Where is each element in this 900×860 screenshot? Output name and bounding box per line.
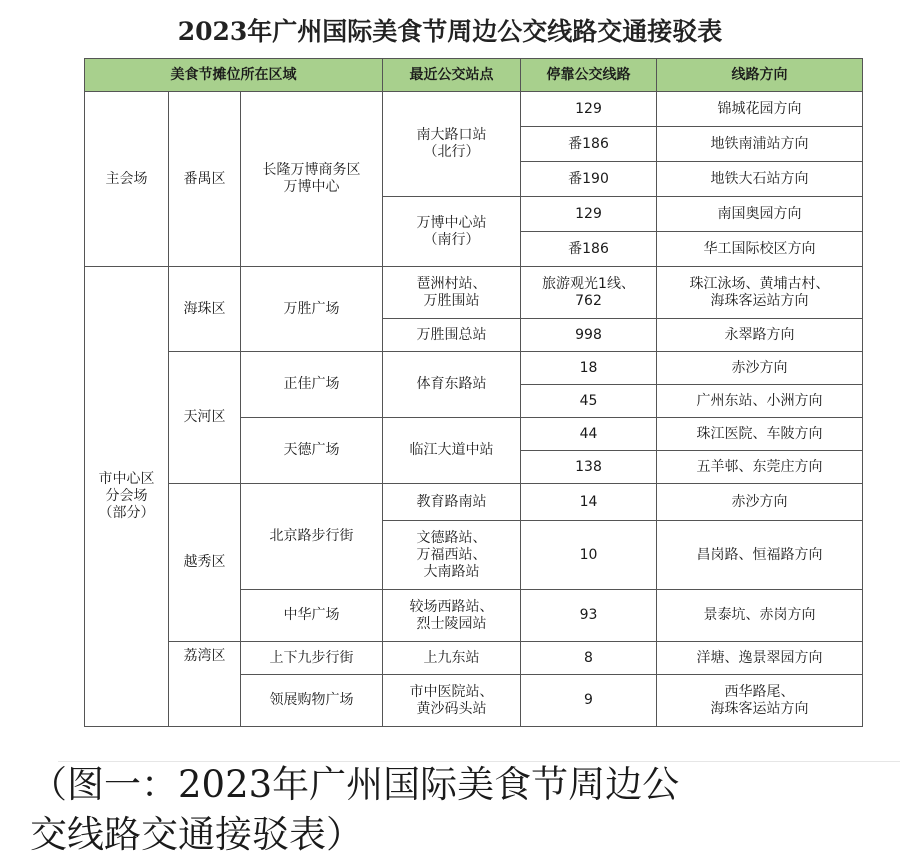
- direction-cell: 地铁南浦站方向: [657, 127, 863, 162]
- stop-cell: 体育东路站: [383, 352, 521, 418]
- direction-cell: 永翠路方向: [657, 319, 863, 352]
- header-direction: 线路方向: [657, 59, 863, 92]
- table-row: [85, 642, 863, 675]
- route-cell: 45: [521, 385, 657, 418]
- route-cell: 番186: [521, 232, 657, 267]
- direction-cell: 广州东站、小洲方向: [657, 385, 863, 418]
- route-cell: 138: [521, 451, 657, 484]
- district-cell: 番禺区: [169, 92, 241, 267]
- stop-cell: 万博中心站 （南行）: [383, 197, 521, 267]
- route-cell: 18: [521, 352, 657, 385]
- direction-cell: 景泰坑、赤岗方向: [657, 590, 863, 642]
- direction-cell: 锦城花园方向: [657, 92, 863, 127]
- direction-cell: 西华路尾、 海珠客运站方向: [657, 675, 863, 727]
- direction-cell: 地铁大石站方向: [657, 162, 863, 197]
- header-stop: 最近公交站点: [383, 59, 521, 92]
- location-cell: 万胜广场: [241, 267, 383, 352]
- route-cell: 番190: [521, 162, 657, 197]
- direction-cell: 南国奥园方向: [657, 197, 863, 232]
- header-area: 美食节摊位所在区域: [85, 59, 383, 92]
- direction-cell: 华工国际校区方向: [657, 232, 863, 267]
- direction-cell: 珠江医院、车陂方向: [657, 418, 863, 451]
- district-cell: 越秀区: [169, 484, 241, 642]
- direction-cell: 珠江泳场、黄埔古村、 海珠客运站方向: [657, 267, 863, 319]
- stop-cell: 教育路南站: [383, 484, 521, 521]
- route-cell: 129: [521, 197, 657, 232]
- direction-cell: 洋塘、逸景翠园方向: [657, 642, 863, 675]
- location-cell: 北京路步行街: [241, 484, 383, 590]
- location-cell: 领展购物广场: [241, 675, 383, 727]
- location-cell: 长隆万博商务区 万博中心: [241, 92, 383, 267]
- route-cell: 9: [521, 675, 657, 727]
- stop-cell: 琶洲村站、 万胜围站: [383, 267, 521, 319]
- venue-cell: 市中心区 分会场 （部分）: [85, 267, 169, 727]
- direction-cell: 五羊邨、东莞庄方向: [657, 451, 863, 484]
- stop-cell: 临江大道中站: [383, 418, 521, 484]
- route-cell: 旅游观光1线、 762: [521, 267, 657, 319]
- table-row: [85, 352, 863, 385]
- route-cell: 129: [521, 92, 657, 127]
- direction-cell: 赤沙方向: [657, 484, 863, 521]
- location-cell: 上下九步行街: [241, 642, 383, 675]
- route-cell: 998: [521, 319, 657, 352]
- header-route: 停靠公交线路: [521, 59, 657, 92]
- table-row: [85, 484, 863, 521]
- district-cell: 天河区: [169, 352, 241, 484]
- route-cell: 10: [521, 521, 657, 590]
- district-cell: 荔湾区: [169, 642, 241, 727]
- location-cell: 天德广场: [241, 418, 383, 484]
- route-cell: 93: [521, 590, 657, 642]
- stop-cell: 上九东站: [383, 642, 521, 675]
- direction-cell: 昌岗路、恒福路方向: [657, 521, 863, 590]
- table-row: [85, 267, 863, 319]
- district-cell: 海珠区: [169, 267, 241, 352]
- stop-cell: 市中医院站、 黄沙码头站: [383, 675, 521, 727]
- route-cell: 44: [521, 418, 657, 451]
- stop-cell: 南大路口站 （北行）: [383, 92, 521, 197]
- venue-cell: 主会场: [85, 92, 169, 267]
- figure-caption: （图一：2023年广州国际美食节周边公 交线路交通接驳表）: [30, 763, 680, 856]
- header-row: [85, 59, 863, 92]
- direction-cell: 赤沙方向: [657, 352, 863, 385]
- page-title: 2023年广州国际美食节周边公交线路交通接驳表: [177, 17, 723, 46]
- stop-cell: 万胜围总站: [383, 319, 521, 352]
- route-cell: 8: [521, 642, 657, 675]
- stop-cell: 文德路站、 万福西站、 大南路站: [383, 521, 521, 590]
- table-row: [85, 92, 863, 127]
- route-cell: 14: [521, 484, 657, 521]
- location-cell: 中华广场: [241, 590, 383, 642]
- location-cell: 正佳广场: [241, 352, 383, 418]
- route-cell: 番186: [521, 127, 657, 162]
- transit-connection-table: [84, 58, 863, 727]
- stop-cell: 较场西路站、 烈士陵园站: [383, 590, 521, 642]
